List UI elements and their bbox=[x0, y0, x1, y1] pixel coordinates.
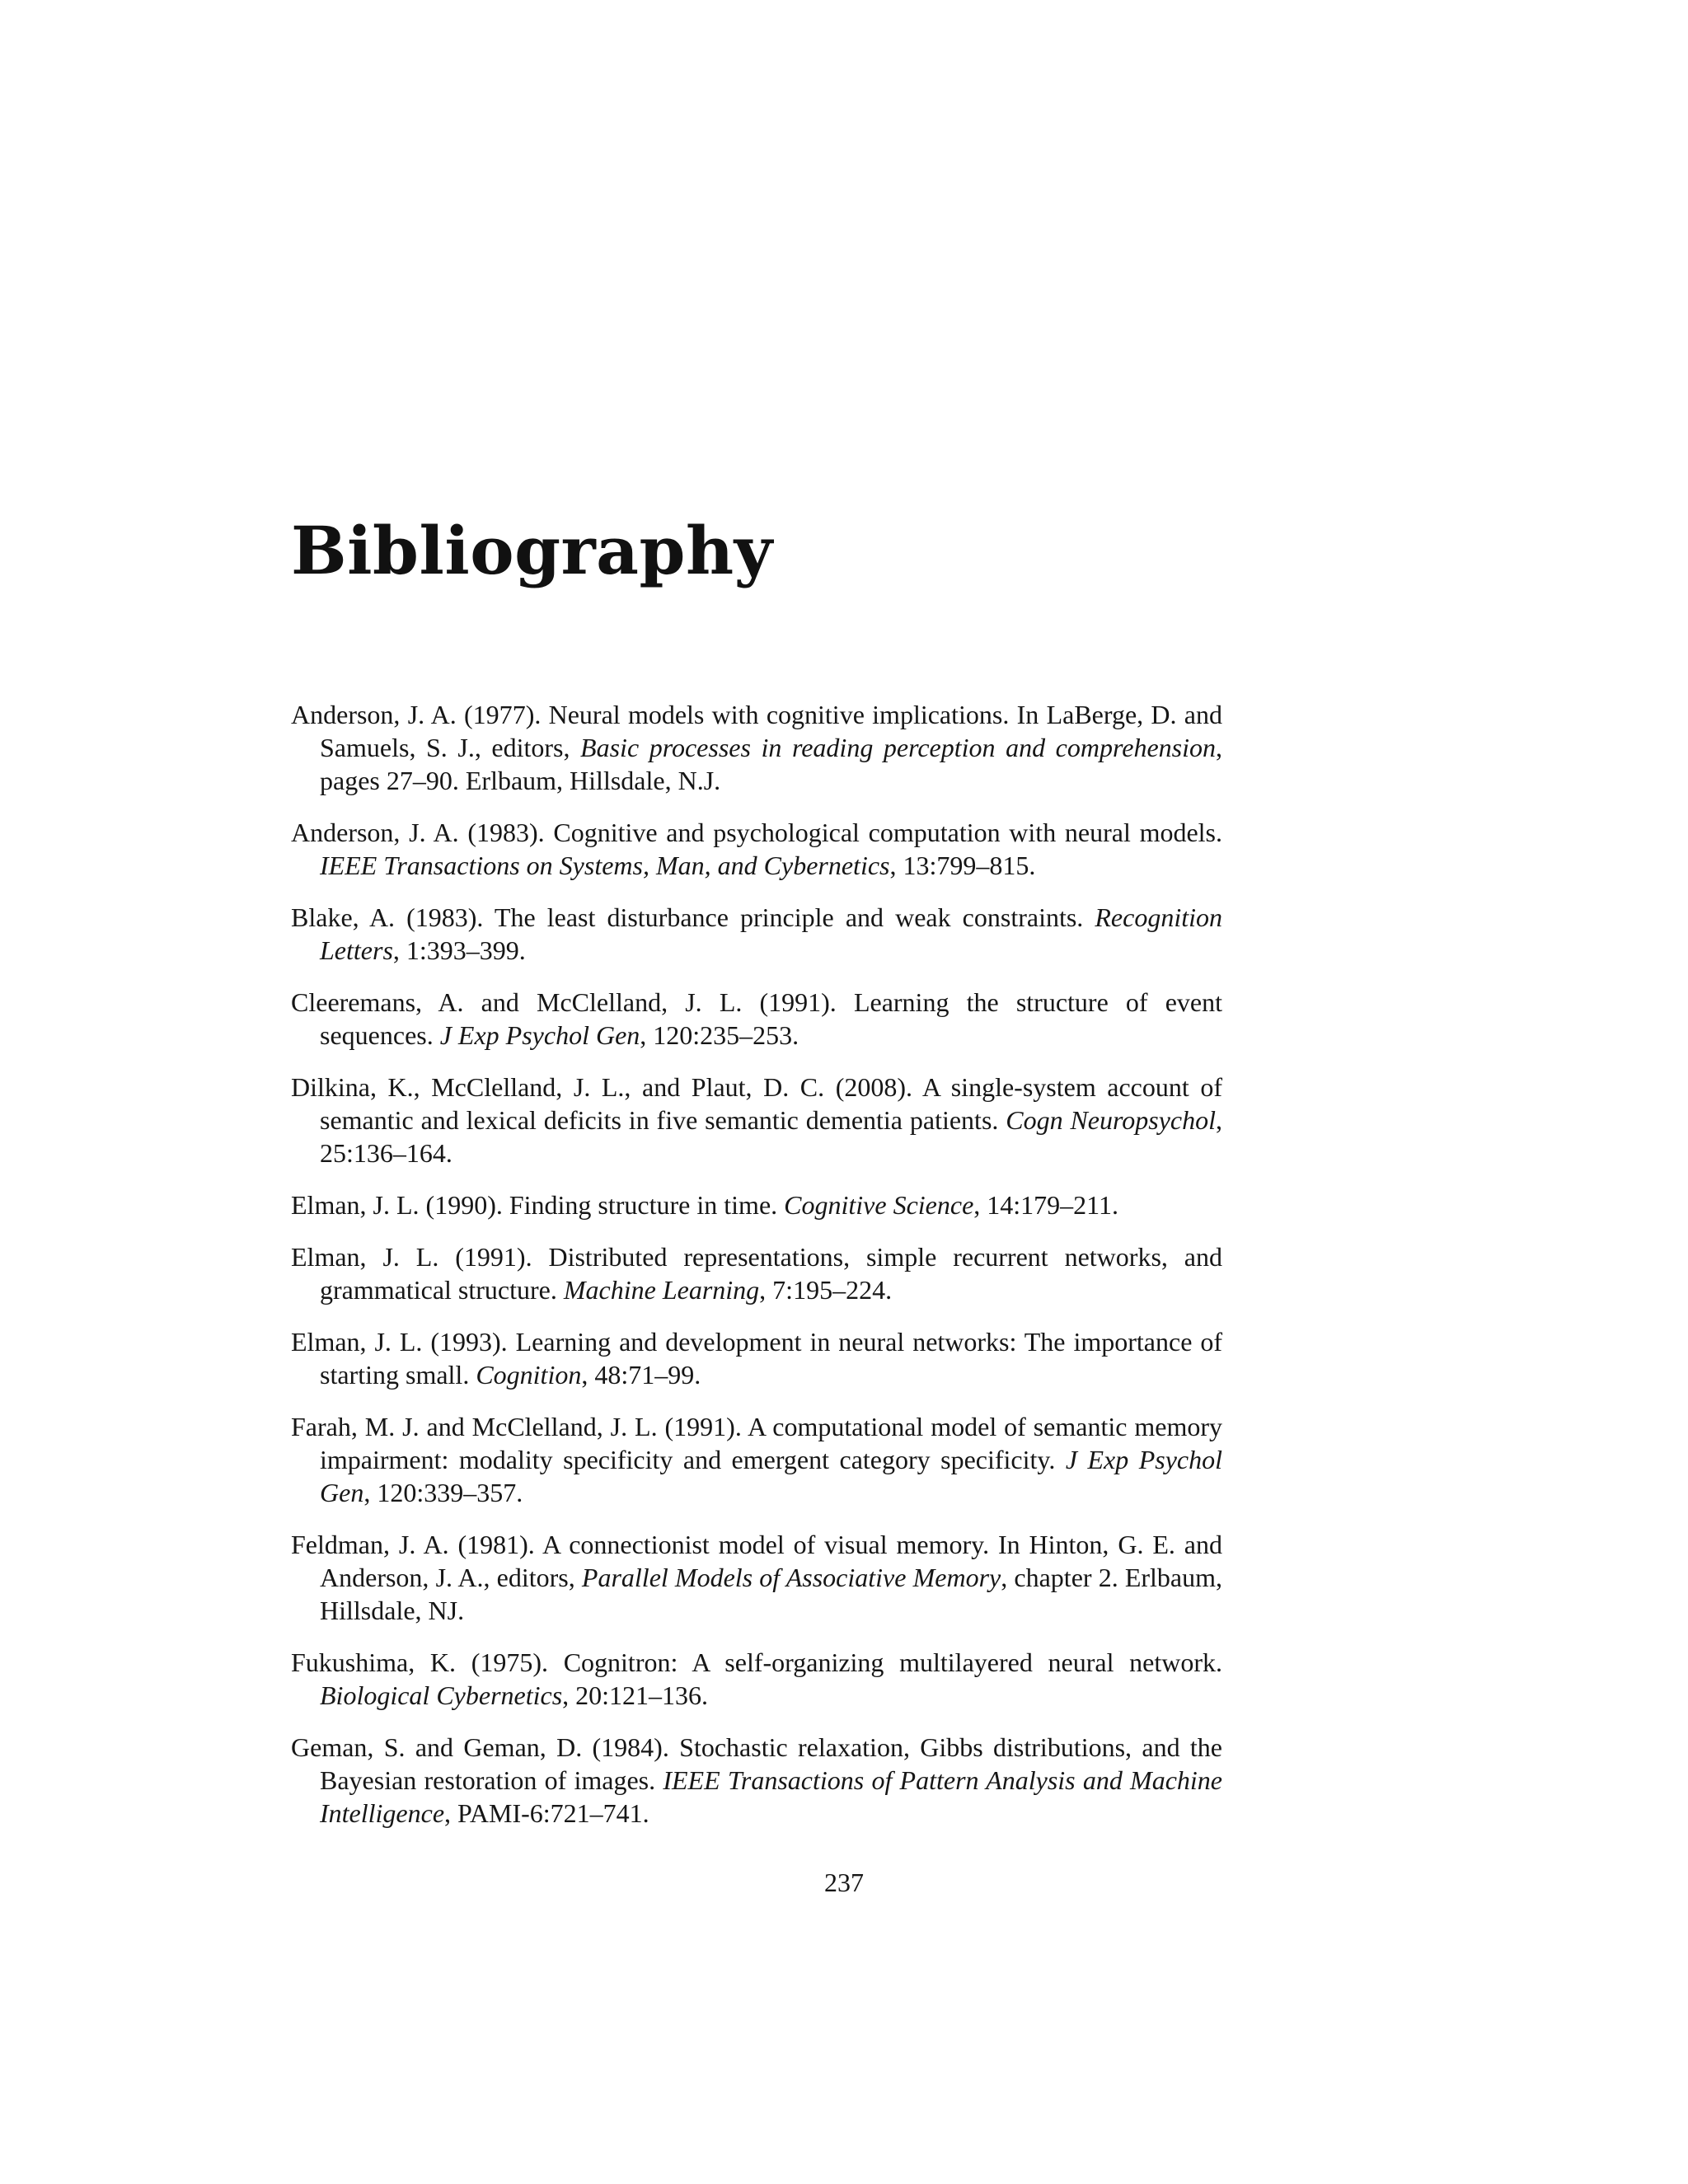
bibliography-entry-farah-1991 bbox=[291, 1410, 1222, 1509]
bibliography-entry-blake-1983 bbox=[291, 901, 1222, 967]
bibliography-entry-elman-1990 bbox=[291, 1188, 1222, 1221]
entry-venue: J Exp Psychol Gen bbox=[320, 1445, 1223, 1507]
entry-text: Farah, M. J. and McClelland, J. L. (1991). A computational model of semantic memory impairment: modality specificity and emergent category specificity. bbox=[291, 1412, 1222, 1474]
entry-text: Elman, J. L. (1990). Finding structure in time. bbox=[291, 1190, 785, 1220]
entry-venue: Biological Cybernetics bbox=[320, 1680, 563, 1710]
entry-venue: Cogn Neuropsychol bbox=[1006, 1105, 1217, 1135]
bibliography-entry-geman-1984 bbox=[291, 1731, 1222, 1830]
entry-text: Fukushima, K. (1975). Cognitron: A self-organizing multilayered neural network. bbox=[291, 1647, 1222, 1677]
entry-details: , 48:71–99. bbox=[581, 1360, 701, 1390]
bibliography-entry-elman-1991 bbox=[291, 1240, 1222, 1306]
entry-text: Elman, J. L. (1991). Distributed representations, simple recurrent networks, and grammatical structure. bbox=[291, 1242, 1222, 1305]
entry-text: Dilkina, K., McClelland, J. L., and Plaut, D. C. (2008). A single-system account of semantic and lexical deficits in five semantic dementia patients. bbox=[291, 1072, 1222, 1135]
bibliography-entry-fukushima-1975 bbox=[291, 1646, 1222, 1712]
entry-details: , 120:339–357. bbox=[363, 1478, 523, 1507]
entry-text: Blake, A. (1983). The least disturbance principle and weak constraints. bbox=[291, 902, 1095, 932]
entry-details: , PAMI-6:721–741. bbox=[444, 1798, 649, 1828]
entry-text: Cleeremans, A. and McClelland, J. L. (1991). Learning the structure of event sequences. bbox=[291, 987, 1222, 1050]
page-number: 237 bbox=[824, 1868, 864, 1897]
entry-text: Geman, S. and Geman, D. (1984). Stochastic relaxation, Gibbs distributions, and the Bayesian restoration of images. bbox=[291, 1732, 1222, 1795]
entry-details: , 20:121–136. bbox=[562, 1680, 709, 1710]
entry-venue: J Exp Psychol Gen bbox=[439, 1020, 640, 1050]
entry-details: , 1:393–399. bbox=[392, 935, 526, 965]
entry-details: , 7:195–224. bbox=[759, 1275, 893, 1305]
entry-venue: Basic processes in reading perception and comprehension bbox=[580, 733, 1217, 762]
entry-text: Elman, J. L. (1993). Learning and development in neural networks: The importance of starting small. bbox=[291, 1327, 1222, 1390]
entry-venue: IEEE Transactions of Pattern Analysis and Machine Intelligence bbox=[320, 1765, 1223, 1828]
bibliography-entry-feldman-1981 bbox=[291, 1528, 1222, 1627]
entry-details: , 120:235–253. bbox=[640, 1020, 799, 1050]
entry-text: Feldman, J. A. (1981). A connectionist model of visual memory. In Hinton, G. E. and Anderson, J. A., editors, bbox=[291, 1530, 1222, 1592]
bibliography-entry-anderson-1977 bbox=[291, 698, 1222, 797]
entry-details: , chapter 2. Erlbaum, Hillsdale, NJ. bbox=[320, 1563, 1223, 1625]
entry-details: , pages 27–90. Erlbaum, Hillsdale, N.J. bbox=[320, 733, 1223, 795]
bibliography-entry-elman-1993 bbox=[291, 1325, 1222, 1391]
bibliography-entry-anderson-1983 bbox=[291, 816, 1222, 882]
entry-details: , 14:179–211. bbox=[973, 1190, 1118, 1220]
entry-venue: Parallel Models of Associative Memory bbox=[581, 1563, 1001, 1592]
entry-venue: Cognition bbox=[476, 1360, 582, 1390]
chapter-title: Bibliography bbox=[291, 512, 773, 589]
bibliography-entry-cleeremans-1991 bbox=[291, 986, 1222, 1052]
entry-venue: Recognition Letters bbox=[320, 902, 1222, 965]
entry-venue: Machine Learning bbox=[563, 1275, 760, 1305]
entry-details: , 13:799–815. bbox=[889, 851, 1036, 880]
entry-venue: IEEE Transactions on Systems, Man, and Cybernetics bbox=[320, 851, 890, 880]
bibliography-entry-dilkina-2008 bbox=[291, 1071, 1222, 1169]
entry-venue: Cognitive Science bbox=[784, 1190, 974, 1220]
bibliography-list bbox=[291, 698, 1222, 1849]
entry-text: Anderson, J. A. (1977). Neural models with cognitive implications. In LaBerge, D. and Samuels, S. J., editors, bbox=[291, 700, 1222, 762]
entry-details: , 25:136–164. bbox=[320, 1105, 1223, 1168]
entry-text: Anderson, J. A. (1983). Cognitive and psychological computation with neural models. bbox=[291, 818, 1222, 847]
